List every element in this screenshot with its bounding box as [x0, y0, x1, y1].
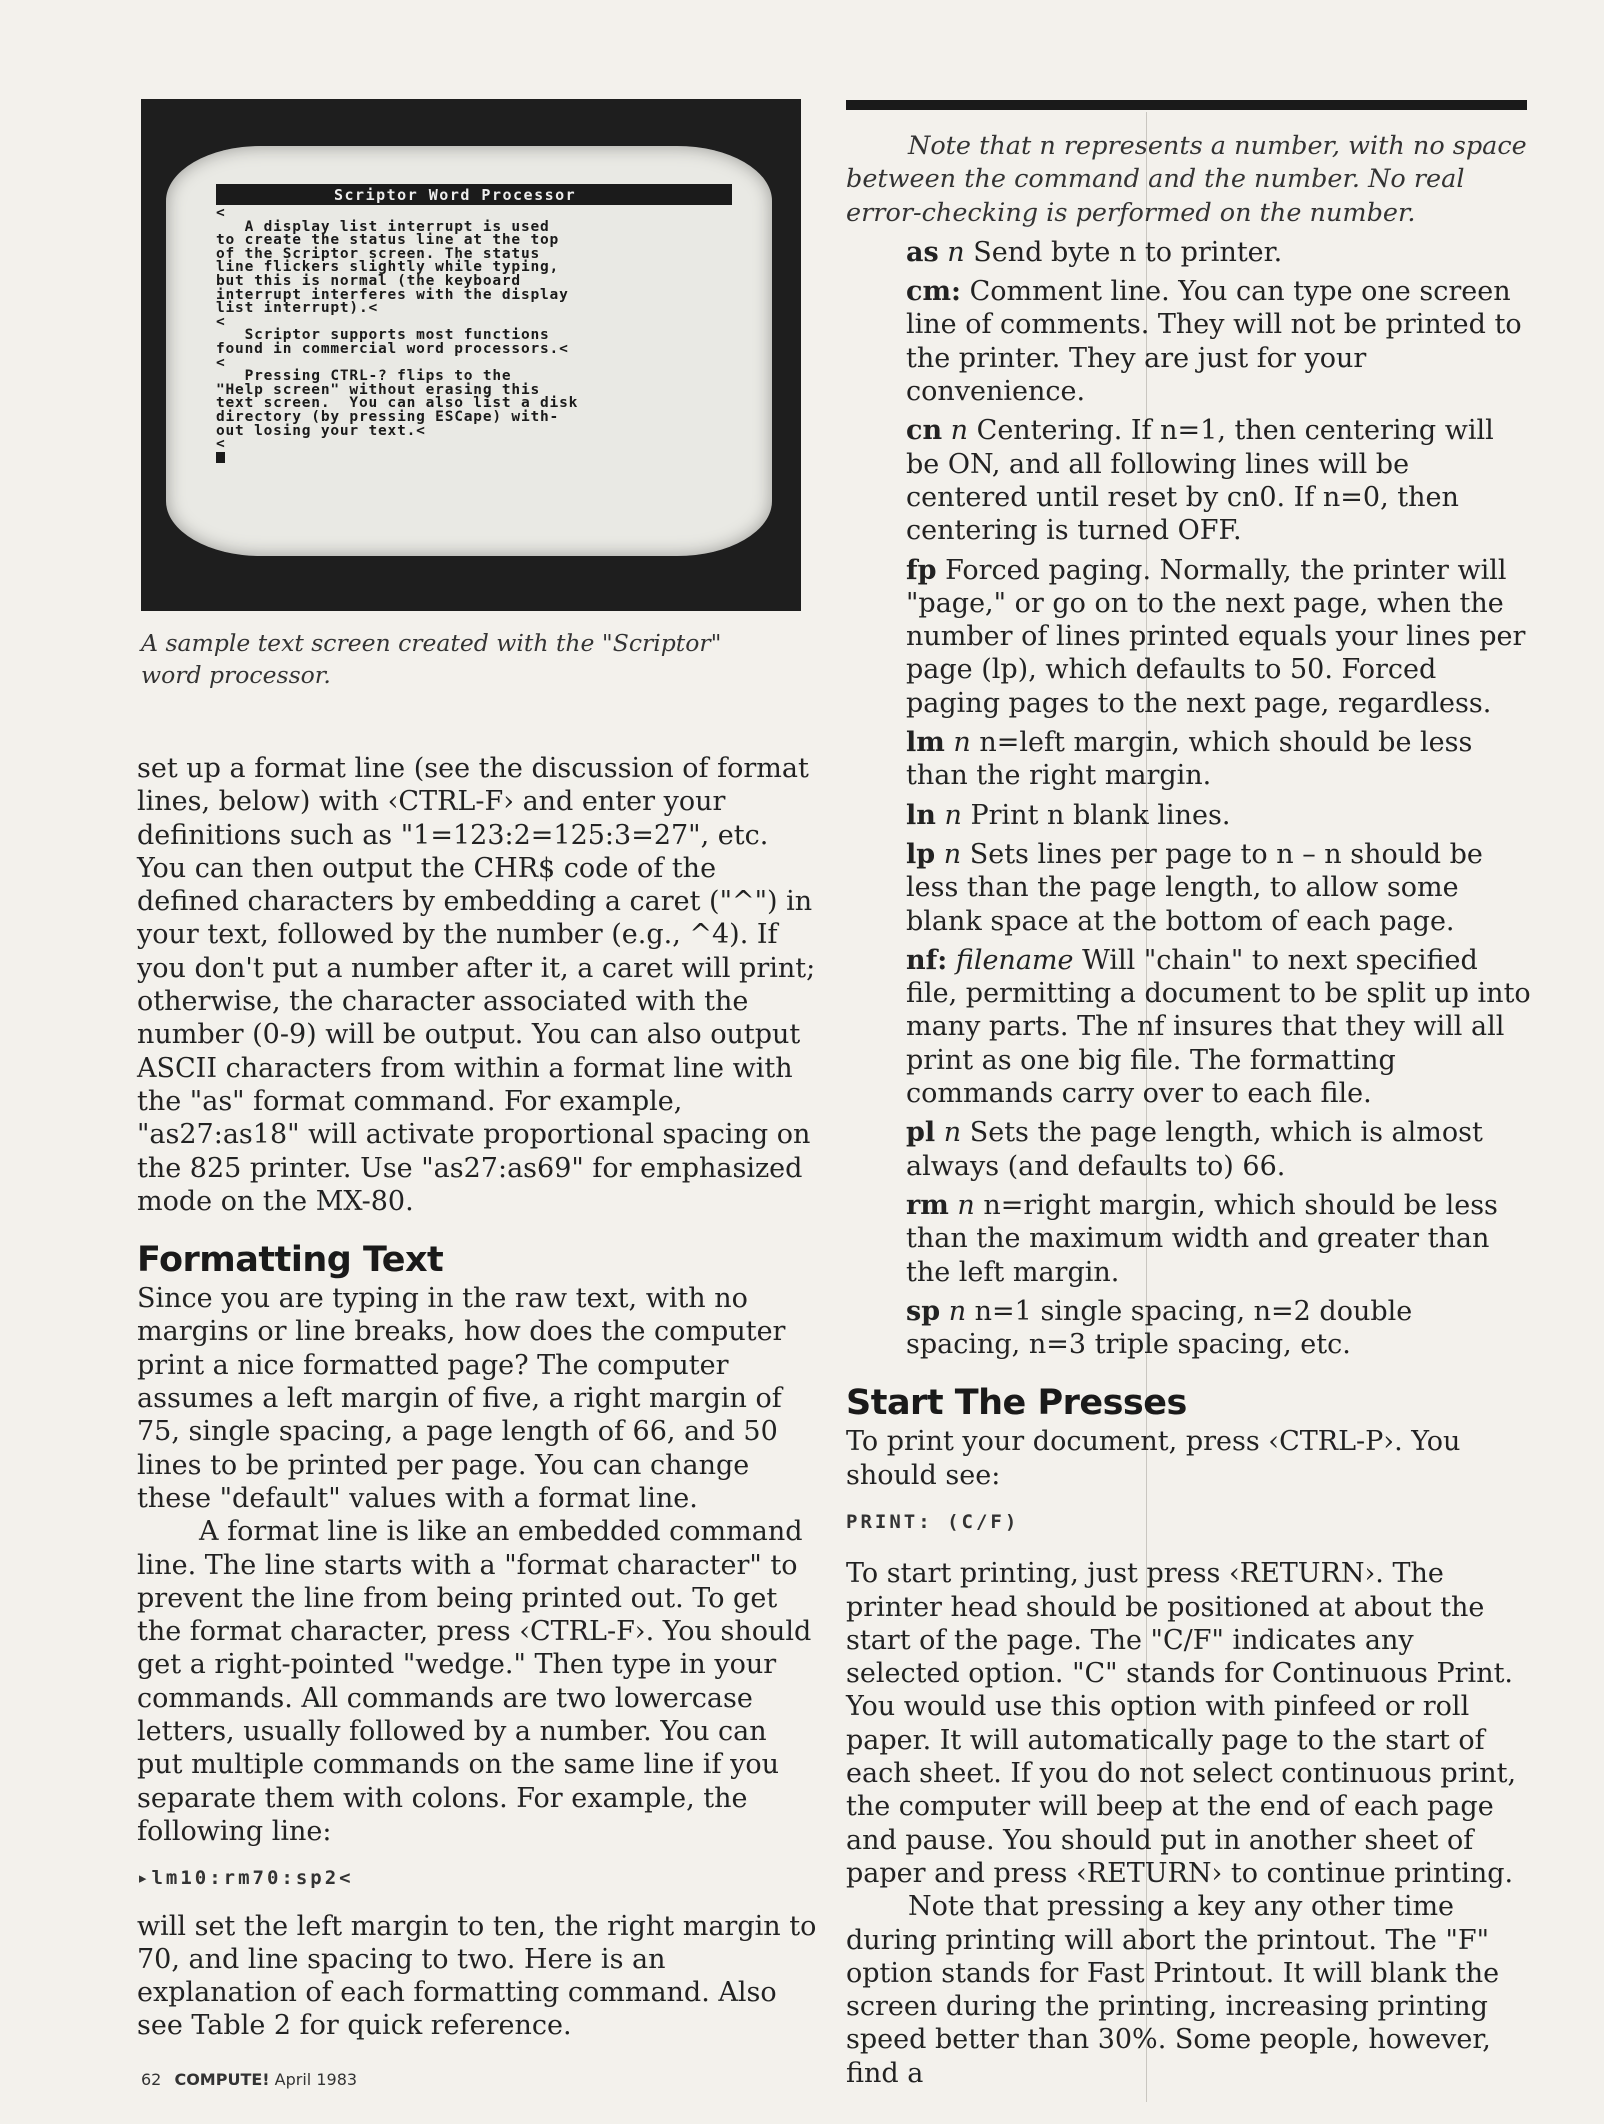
left-column — [137, 752, 817, 2043]
left-paragraph-2: Since you are typing in the raw text, with no margins or line breaks, how does the computer print a nice formatted page? The computer assumes a left margin of five, a right margin of 75, single spacing, a page length of 66, and 50 lines to be printed per page. You can change these "default" values with a format line. — [137, 1283, 786, 1514]
crt-line: line flickers slightly while typing, — [216, 259, 560, 276]
command-key: as — [906, 236, 939, 268]
command-arg: n — [943, 838, 962, 870]
command-arg: n — [943, 1117, 962, 1149]
crt-line: out losing your text.< — [216, 422, 426, 439]
crt-line: of the Scriptor screen. The status — [216, 245, 541, 262]
command-arg: n — [957, 1189, 975, 1221]
crt-screen — [166, 146, 772, 556]
crt-line: < — [216, 313, 226, 330]
command-text: Sets the page length, which is almost always (and defaults to) 66. — [906, 1117, 1483, 1182]
crt-line: directory (by pressing ESCape) with- — [216, 408, 560, 425]
command-arg: filename — [955, 944, 1074, 976]
command-key: cm: — [906, 276, 961, 308]
command-text: Sets lines per page to n – n should be less than the page length, to allow some blank space at the bottom of each page. — [906, 838, 1483, 937]
command-entry — [846, 726, 1534, 793]
command-entry — [846, 554, 1534, 720]
command-entry — [846, 1295, 1534, 1362]
command-key: rm — [906, 1189, 949, 1221]
command-entry — [846, 944, 1534, 1110]
command-key: ln — [906, 799, 936, 831]
command-key: pl — [906, 1117, 936, 1149]
command-text: Will "chain" to next specified file, permitting a document to be split up into many parts. The nf insures that they will all print as one big file. The formatting commands carry over to each file. — [906, 944, 1531, 1110]
right-paragraph-3: Note that pressing a key any other time during printing will abort the printout. The "F" option stands for Fast Printout. It will blank the screen during the printing, increasing printing speed better than 30%. Some people, however, find a — [846, 1891, 1500, 2089]
command-entry — [846, 236, 1534, 269]
crt-line: to create the status line at the top — [216, 232, 560, 249]
print-prompt-example: PRINT: (C/F) — [846, 1510, 1020, 1533]
command-arg: n — [950, 415, 969, 447]
command-text: Send byte n to printer. — [973, 236, 1283, 268]
right-paragraph-1: To print your document, press ‹CTRL-P›. You should see: — [846, 1426, 1461, 1491]
command-text: Print n blank lines. — [970, 799, 1231, 831]
crt-cursor-line — [216, 452, 761, 467]
crt-line: < — [216, 436, 226, 453]
left-paragraph-1: set up a format line (see the discussion of format lines, below) with ‹CTRL-F› and enter your definitions such as "1=123:2=125:3=27", etc. You can then output the CHR$ code of the defined characters by embedding a caret ("^") in your text, followed by the number (e.g., ^4). If you don't put a number after it, a caret will print; otherwise, the character associated with the number (0-9) will be output. You can also output ASCII characters from within a format line with the "as" format command. For example, "as27:as18" will activate proportional spacing on the 825 printer. Use "as27:as69" for emphasized mode on the MX-80. — [137, 753, 816, 1217]
command-text: Comment line. You can type one screen line of comments. They will not be printed to the printer. They are just for your convenience. — [906, 276, 1522, 408]
crt-line: found in commercial word processors.< — [216, 340, 569, 357]
command-text: Centering. If n=1, then centering will be ON, and all following lines will be centered until reset by cn0. If n=0, then centering is turned OFF. — [906, 415, 1494, 547]
format-line-example: ▸lm10:rm70:sp2< — [137, 1867, 354, 1890]
command-key: lm — [906, 727, 945, 759]
command-arg: n — [944, 799, 962, 831]
command-text: n=right margin, which should be less than the maximum width and greater than the left margin. — [906, 1189, 1498, 1288]
note-paragraph: Note that n represents a number, with no space between the command and the number. No real error-checking is performed on the number. — [846, 131, 1527, 228]
column-top-rule — [846, 100, 1527, 110]
left-paragraph-3: A format line is like an embedded command line. The line starts with a "format character" to prevent the line from being printed out. To get the format character, press ‹CTRL-F›. You should get a right-pointed "wedge." Then type in your commands. All commands are two lowercase letters, usually followed by a number. You can put multiple commands on the same line if you separate them with colons. For example, the following line: — [137, 1516, 812, 1847]
command-text: n=left margin, which should be less than the right margin. — [906, 727, 1473, 792]
command-arg: n — [953, 727, 971, 759]
command-key: lp — [906, 838, 936, 870]
crt-line: interrupt interferes with the display — [216, 286, 569, 303]
command-entry — [846, 838, 1534, 938]
crt-line: "Help screen" without erasing this — [216, 381, 541, 398]
crt-line: text screen. You can also list a disk — [216, 395, 579, 412]
crt-text-block — [216, 207, 761, 466]
command-arg: n — [947, 236, 965, 268]
command-key: nf: — [906, 944, 948, 976]
heading-start-the-presses: Start The Presses — [846, 1383, 1187, 1424]
crt-line: list interrupt).< — [216, 300, 379, 317]
crt-line: < — [216, 205, 226, 221]
command-entry — [846, 414, 1534, 547]
crt-title-text: Scriptor Word Processor — [334, 186, 577, 204]
command-key: sp — [906, 1295, 941, 1327]
crt-title-bar — [216, 184, 732, 205]
cursor-block-icon — [216, 452, 225, 463]
right-paragraph-2: To start printing, just press ‹RETURN›. The printer head should be positioned at about the start of the page. The "C/F" indicates any selected option. "C" stands for Continuous Print. You would use this option with pinfeed or roll paper. It will automatically page to the start of each sheet. If you do not select continuous print, the computer will beep at the end of each page and pause. You should put in another sheet of paper and press ‹RETURN› to continue printing. — [846, 1558, 1517, 1889]
magazine-name: COMPUTE! — [174, 2070, 270, 2089]
heading-formatting-text: Formatting Text — [137, 1240, 444, 1281]
command-entry — [846, 1189, 1534, 1289]
command-text: n=1 single spacing, n=2 double spacing, n=3 triple spacing, etc. — [906, 1295, 1413, 1361]
right-column — [846, 130, 1534, 2090]
page-footer — [141, 2070, 357, 2089]
page-number: 62 — [141, 2070, 162, 2089]
crt-line: Scriptor supports most functions — [216, 327, 550, 344]
command-key: cn — [906, 415, 943, 447]
screenshot-figure — [141, 99, 801, 611]
crt-line: A display list interrupt is used — [216, 218, 550, 235]
crt-line: < — [216, 354, 226, 371]
figure-caption: A sample text screen created with the "Scriptor" word processor. — [141, 629, 722, 689]
command-text: Forced paging. Normally, the printer will "page," or go on to the next page, when the number of lines printed equals your lines per page (lp), which defaults to 50. Forced paging pages to the next page, regardless. — [906, 554, 1526, 719]
command-entry — [846, 275, 1534, 408]
command-key: fp — [906, 554, 937, 586]
issue-date: April 1983 — [274, 2070, 358, 2089]
crt-line: Pressing CTRL-? flips to the — [216, 368, 512, 385]
crt-line: but this is normal (the keyboard — [216, 272, 521, 289]
command-entry — [846, 1116, 1534, 1183]
left-paragraph-4: will set the left margin to ten, the right margin to 70, and line spacing to two. Here is an explanation of each formatting command. Also see Table 2 for quick reference. — [137, 1910, 817, 2042]
command-entry — [846, 799, 1534, 832]
command-arg: n — [948, 1295, 967, 1327]
